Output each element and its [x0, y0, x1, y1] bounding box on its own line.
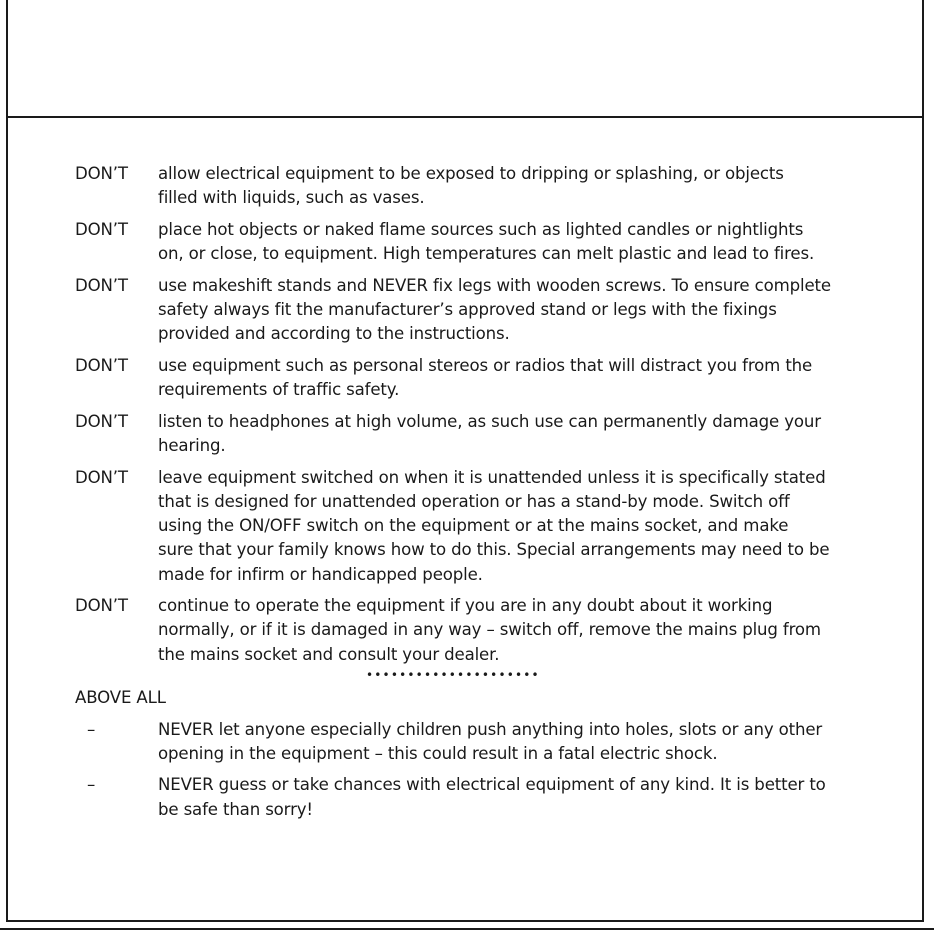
- text-line: provided and according to the instructions.: [158, 324, 510, 344]
- text-line: NEVER let anyone especially children push anything into holes, slots or any other: [158, 719, 823, 739]
- warning-text: [158, 162, 865, 210]
- text-line: hearing.: [158, 436, 226, 456]
- warning-item: [75, 410, 865, 458]
- warning-item: [75, 162, 865, 210]
- text-line: be safe than sorry!: [158, 799, 313, 819]
- warning-label: DON’T: [75, 275, 128, 295]
- warning-label: DON’T: [75, 219, 128, 239]
- above-all-heading: ABOVE ALL: [75, 688, 166, 708]
- warning-label: DON’T: [75, 467, 128, 487]
- warning-label: DON’T: [75, 596, 128, 616]
- warning-text: [158, 274, 865, 347]
- dot-separator: •••••••••••••••••••••: [366, 668, 540, 683]
- text-line: that is designed for unattended operation or has a stand-by mode. Switch off: [158, 491, 790, 511]
- text-line: continue to operate the equipment if you are in any doubt about it working: [158, 596, 773, 616]
- text-line: sure that your family knows how to do this. Special arrangements may need to be: [158, 540, 830, 560]
- warning-text: [158, 218, 865, 266]
- warning-text: [158, 410, 865, 458]
- dash-bullet: –: [87, 775, 96, 795]
- warning-item: [75, 218, 865, 266]
- text-line: on, or close, to equipment. High temperatures can melt plastic and lead to fires.: [158, 244, 815, 264]
- warning-item: [75, 594, 865, 667]
- text-line: using the ON/OFF switch on the equipment or at the mains socket, and make: [158, 516, 789, 536]
- warning-text: [158, 594, 865, 667]
- warning-item: [75, 466, 865, 587]
- warning-label: DON’T: [75, 164, 128, 183]
- header-divider: [6, 116, 924, 118]
- text-line: place hot objects or naked flame sources such as lighted candles or nightlights: [158, 219, 804, 239]
- above-all-text: [158, 718, 865, 766]
- bottom-edge: [0, 928, 934, 936]
- safety-content: [75, 162, 865, 829]
- warning-item: [75, 354, 865, 402]
- text-line: leave equipment switched on when it is unattended unless it is specifically stated: [158, 467, 826, 487]
- text-line: the mains socket and consult your dealer.: [158, 644, 500, 664]
- text-line: use makeshift stands and NEVER fix legs with wooden screws. To ensure complete: [158, 275, 831, 295]
- text-line: listen to headphones at high volume, as such use can permanently damage your: [158, 411, 821, 431]
- text-line: use equipment such as personal stereos or radios that will distract you from the: [158, 355, 813, 375]
- text-line: filled with liquids, such as vases.: [158, 188, 425, 208]
- warning-label: DON’T: [75, 411, 128, 431]
- above-all-item: [75, 773, 865, 821]
- warning-label: DON’T: [75, 355, 128, 375]
- above-all-item: [75, 718, 865, 766]
- text-line: opening in the equipment – this could result in a fatal electric shock.: [158, 743, 718, 763]
- text-line: allow electrical equipment to be exposed to dripping or splashing, or objects: [158, 164, 784, 183]
- dash-bullet: –: [87, 719, 96, 739]
- above-all-text: [158, 773, 865, 821]
- warning-text: [158, 466, 865, 587]
- text-line: requirements of traffic safety.: [158, 380, 400, 400]
- warning-text: [158, 354, 865, 402]
- text-line: normally, or if it is damaged in any way – switch off, remove the mains plug from: [158, 620, 821, 640]
- text-line: NEVER guess or take chances with electrical equipment of any kind. It is better to: [158, 775, 826, 795]
- text-line: safety always fit the manufacturer’s approved stand or legs with the fixings: [158, 300, 777, 320]
- warning-item: [75, 274, 865, 347]
- text-line: made for infirm or handicapped people.: [158, 564, 483, 584]
